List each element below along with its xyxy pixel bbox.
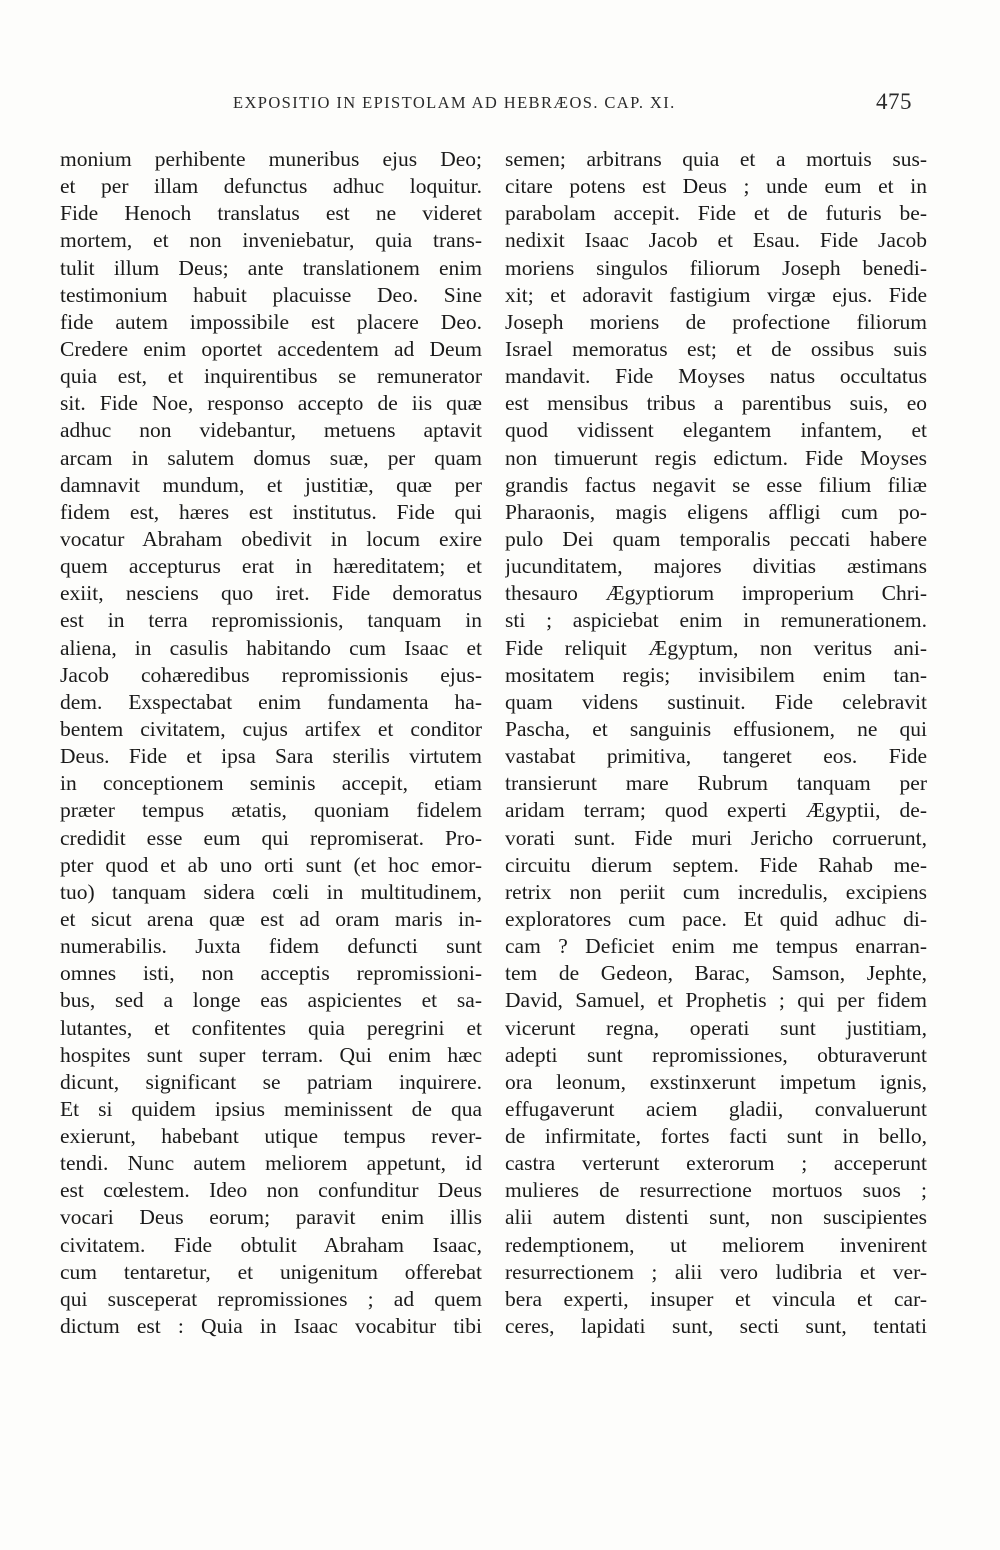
text-line: damnavit mundum, et justitiæ, quæ per <box>60 472 482 497</box>
text-line: omnes isti, non acceptis repromissioni- <box>60 961 482 986</box>
text-line: in conceptionem seminis accepit, etiam <box>60 771 482 796</box>
text-line: tem de Gedeon, Barac, Samson, Jephte, <box>505 961 927 986</box>
text-line: hospites sunt super terram. Qui enim hæc <box>60 1042 482 1067</box>
text-line: est mensibus tribus a parentibus suis, eo <box>505 391 927 416</box>
text-line: grandis factus negavit se esse filium filiæ <box>505 472 927 497</box>
text-line: exiit, nesciens quo iret. Fide demoratus <box>60 581 482 606</box>
text-line: moriens singulos filiorum Joseph benedi- <box>505 255 927 280</box>
text-line: pulo Dei quam temporalis peccati habere <box>505 526 927 551</box>
text-line: dicunt, significant se patriam inquirere. <box>60 1069 482 1094</box>
text-line: quia est, et inquirentibus se remunerator <box>60 364 482 389</box>
text-line: exploratores cum pace. Et quid adhuc di- <box>505 906 927 931</box>
text-line: transierunt mare Rubrum tanquam per <box>505 771 927 796</box>
text-line: Jacob cohæredibus repromissionis ejus- <box>60 662 482 687</box>
text-line: xit; et adoravit fastigium virgæ ejus. Fide <box>505 282 927 307</box>
text-line: credidit esse eum qui repromiserat. Pro- <box>60 825 482 850</box>
text-line: ora leonum, exstinxerunt impetum ignis, <box>505 1069 927 1094</box>
text-line: jucunditatem, majores divitias æstimans <box>505 554 927 579</box>
text-line: vocari Deus eorum; paravit enim illis <box>60 1205 482 1230</box>
text-line: bus, sed a longe eas aspicientes et sa- <box>60 988 482 1013</box>
text-line: dem. Exspectabat enim fundamenta ha- <box>60 689 482 714</box>
text-line: numerabilis. Juxta fidem defuncti sunt <box>60 934 482 959</box>
text-line: semen; arbitrans quia et a mortuis sus- <box>505 147 927 171</box>
running-title: EXPOSITIO IN EPISTOLAM AD HEBRÆOS. CAP. XI. <box>233 93 676 112</box>
text-line: et sicut arena quæ est ad oram maris in- <box>60 906 482 931</box>
text-line: ceres, lapidati sunt, secti sunt, tentati <box>505 1314 927 1339</box>
text-line: cum tentaretur, et unigenitum offerebat <box>60 1259 482 1284</box>
text-line: aliena, in casulis habitando cum Isaac et <box>60 635 482 660</box>
text-line: quam videns sustinuit. Fide celebravit <box>505 689 927 714</box>
text-line: qui susceperat repromissiones ; ad quem <box>60 1286 482 1311</box>
text-line: Israel memoratus est; et de ossibus suis <box>505 336 927 361</box>
text-line: præter tempus ætatis, quoniam fidelem <box>60 798 482 823</box>
text-line: alii autem distenti sunt, non suscipientes <box>505 1205 927 1230</box>
text-line: parabolam accepit. Fide et de futuris be- <box>505 201 927 226</box>
text-line: nedixit Isaac Jacob et Esau. Fide Jacob <box>505 228 927 253</box>
text-line: resurrectionem ; alii vero ludibria et ver- <box>505 1259 927 1284</box>
text-line: fide autem impossibile est placere Deo. <box>60 309 482 334</box>
text-line: tuo) tanquam sidera cœli in multitudinem, <box>60 879 482 904</box>
text-line: mortem, et non inveniebatur, quia trans- <box>60 228 482 253</box>
text-line: vorati sunt. Fide muri Jericho corruerunt, <box>505 825 927 850</box>
text-line: lutantes, et confitentes quia peregrini et <box>60 1015 482 1040</box>
text-line: bera experti, insuper et vincula et car- <box>505 1286 927 1311</box>
text-line: Joseph moriens de profectione filiorum <box>505 309 927 334</box>
text-line: redemptionem, ut meliorem invenirent <box>505 1232 927 1257</box>
text-line: dictum est : Quia in Isaac vocabitur tibi <box>60 1314 482 1339</box>
text-line: sit. Fide Noe, responso accepto de iis quæ <box>60 391 482 416</box>
text-line: Deus. Fide et ipsa Sara sterilis virtutem <box>60 744 482 769</box>
text-line: citare potens est Deus ; unde eum et in <box>505 174 927 199</box>
text-line: vastabat primitiva, tangeret eos. Fide <box>505 744 927 769</box>
text-line: et per illam defunctus adhuc loquitur. <box>60 174 482 199</box>
text-line: mositatem regis; invisibilem enim tan- <box>505 662 927 687</box>
left-column <box>60 146 482 1340</box>
text-line: testimonium habuit placuisse Deo. Sine <box>60 282 482 307</box>
text-line: arcam in salutem domus suæ, per quam <box>60 445 482 470</box>
text-line: mandavit. Fide Moyses natus occultatus <box>505 364 927 389</box>
text-line: Fide reliquit Ægyptum, non veritus ani- <box>505 635 927 660</box>
text-line: vicerunt regna, operati sunt justitiam, <box>505 1015 927 1040</box>
text-line: non timuerunt regis edictum. Fide Moyses <box>505 445 927 470</box>
text-line: est cœlestem. Ideo non confunditur Deus <box>60 1178 482 1203</box>
text-line: cam ? Deficiet enim me tempus enarran- <box>505 934 927 959</box>
text-line: sti ; aspiciebat enim in remunerationem. <box>505 608 927 633</box>
text-line: tendi. Nunc autem meliorem appetunt, id <box>60 1151 482 1176</box>
text-line: effugaverunt aciem gladii, convaluerunt <box>505 1096 927 1121</box>
page-number: 475 <box>876 89 912 114</box>
text-line: adhuc non videbantur, metuens aptavit <box>60 418 482 443</box>
text-line: monium perhibente muneribus ejus Deo; <box>60 147 482 171</box>
text-line: Credere enim oportet accedentem ad Deum <box>60 336 482 361</box>
text-line: tulit illum Deus; ante translationem enim <box>60 255 482 280</box>
text-line: quod vidissent elegantem infantem, et <box>505 418 927 443</box>
text-line: de infirmitate, fortes facti sunt in bello, <box>505 1124 927 1149</box>
text-line: Et si quidem ipsius meminissent de qua <box>60 1096 482 1121</box>
text-line: Pharaonis, magis eligens affligi cum po- <box>505 499 927 524</box>
text-line: fidem est, hæres est institutus. Fide qui <box>60 499 482 524</box>
text-line: est in terra repromissionis, tanquam in <box>60 608 482 633</box>
text-line: castra verterunt exterorum ; acceperunt <box>505 1151 927 1176</box>
text-line: adepti sunt repromissiones, obturaverunt <box>505 1042 927 1067</box>
right-column <box>505 146 927 1340</box>
text-line: retrix non periit cum incredulis, excipiens <box>505 879 927 904</box>
text-line: Pascha, et sanguinis effusionem, ne qui <box>505 716 927 741</box>
text-line: vocatur Abraham obedivit in locum exire <box>60 526 482 551</box>
text-line: aridam terram; quod experti Ægyptii, de- <box>505 798 927 823</box>
text-line: quem accepturus erat in hæreditatem; et <box>60 554 482 579</box>
text-line: exierunt, habebant utique tempus rever- <box>60 1124 482 1149</box>
text-line: David, Samuel, et Prophetis ; qui per fidem <box>505 988 927 1013</box>
text-line: bentem civitatem, cujus artifex et conditor <box>60 716 482 741</box>
text-line: thesauro Ægyptiorum improperium Chri- <box>505 581 927 606</box>
text-line: circuitu dierum septem. Fide Rahab me- <box>505 852 927 877</box>
text-line: civitatem. Fide obtulit Abraham Isaac, <box>60 1232 482 1257</box>
text-line: mulieres de resurrectione mortuos suos ; <box>505 1178 927 1203</box>
text-line: pter quod et ab uno orti sunt (et hoc emor- <box>60 852 482 877</box>
text-line: Fide Henoch translatus est ne videret <box>60 201 482 226</box>
